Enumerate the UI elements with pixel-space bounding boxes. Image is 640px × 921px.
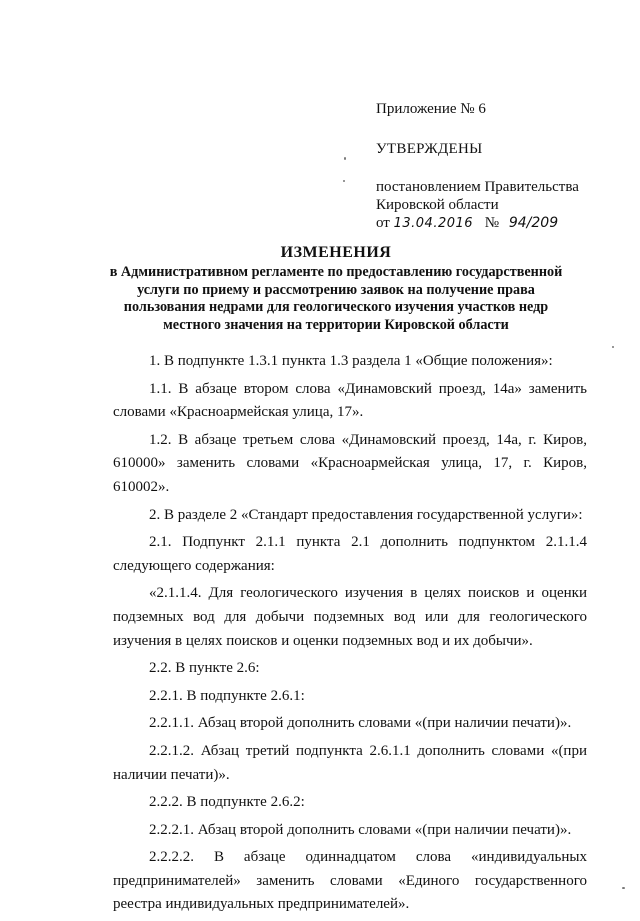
scan-speck: [622, 887, 625, 889]
approved-label: УТВЕРЖДЕНЫ: [376, 141, 483, 157]
approval-block: [376, 100, 626, 233]
document-title-block: [96, 244, 576, 334]
paragraph-2-2-1-2: 2.2.1.2. Абзац третий подпункта 2.6.1.1 дополнить словами «(при наличии печати)».: [113, 742, 587, 783]
decree-date-line: [376, 214, 626, 233]
paragraph-1: 1. В подпункте 1.3.1 пункта 1.3 раздела 1 «Общие положения»:: [149, 353, 553, 369]
paragraph-2-2-2-1: 2.2.2.1. Абзац второй дополнить словами «(при наличии печати)».: [149, 821, 572, 838]
paragraph-2-2-2: 2.2.2. В подпункте 2.6.2:: [149, 794, 305, 811]
paragraph-2: 2. В разделе 2 «Стандарт предоставления государственной услуги»:: [149, 506, 583, 523]
paragraph-2-1-1-4-quote: «2.1.1.4. Для геологического изучения в целях поисков и оценки подземных вод для добычи подземных вод или для геологического изучения в целях поисков и оценки подземных вод и их добычи».: [113, 585, 587, 649]
paragraph-2-2-1-1: 2.2.1.1. Абзац второй дополнить словами «(при наличии печати)».: [149, 715, 572, 732]
scan-speck: [612, 346, 614, 348]
paragraph-1-2: 1.2. В абзаце третьем слова «Динамовский проезд, 14а, г. Киров, 610000» заменить словами «Красноармейская улица, 17, г. Киров, 610002».: [113, 431, 587, 495]
document-subtitle: в Административном регламенте по предоставлению государственной услуги по приему и рассмотрению заявок на получение права пользования недрами для геологического изучения участков недр местного значения на территории Кировской области: [109, 264, 563, 333]
decree-line-2: Кировской области: [376, 197, 499, 213]
decree-line-1: постановлением Правительства: [376, 179, 579, 195]
document-title: ИЗМЕНЕНИЯ: [280, 244, 392, 261]
paragraph-2-2: 2.2. В пункте 2.6:: [149, 660, 260, 677]
scan-speck: [344, 157, 346, 160]
paragraph-1-1: 1.1. В абзаце втором слова «Динамовский проезд, 14а» заменить словами «Красноармейская улица, 17».: [113, 380, 587, 421]
annex-label: Приложение № 6: [376, 101, 486, 117]
date-prefix: от: [376, 215, 390, 231]
paragraph-2-2-2-2: 2.2.2.2. В абзаце одиннадцатом слова «индивидуальных предпринимателей» заменить словами «Единого государственного реестра индивидуальных предпринимателей».: [113, 849, 587, 913]
number-prefix: №: [484, 215, 500, 231]
document-body: [113, 350, 587, 921]
paragraph-2-1: 2.1. Подпункт 2.1.1 пункта 2.1 дополнить подпунктом 2.1.1.4 следующего содержания:: [113, 534, 587, 574]
handwritten-number: 94/209: [508, 215, 559, 231]
scan-speck: [343, 180, 345, 182]
paragraph-2-2-1: 2.2.1. В подпункте 2.6.1:: [149, 687, 305, 704]
handwritten-date: 13.04.2016: [393, 216, 474, 231]
